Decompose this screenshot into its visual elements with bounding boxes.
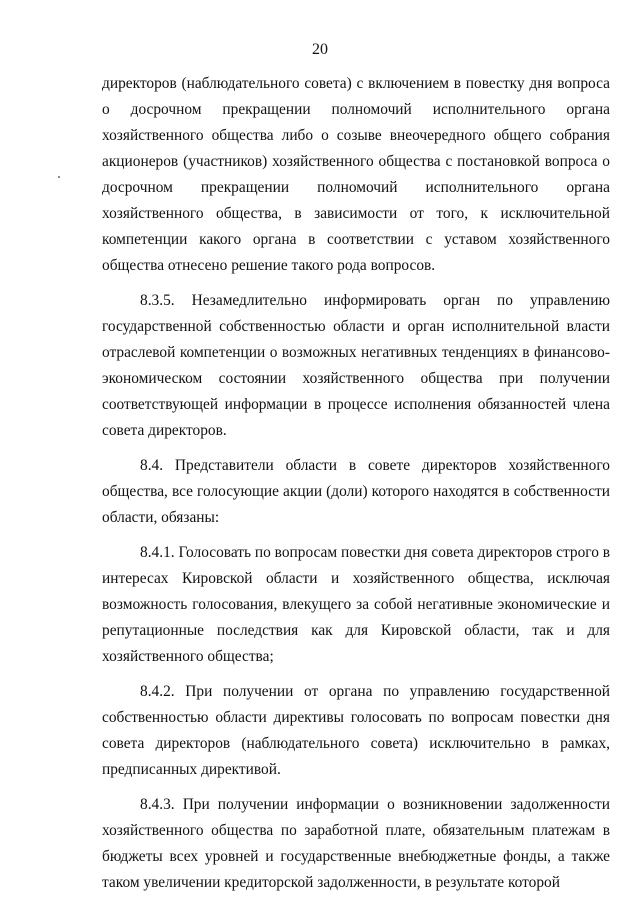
paragraph-8-3-5: 8.3.5. Незамедлительно информировать орган по управлению государственной собственностью области и орган исполнительной власти отраслевой компетенции о возможных негативных тенденциях в финансово-экономическом состоянии хозяйственного общества при получении соответствующей информации в процессе исполнения обязанностей члена совета директоров. bbox=[102, 292, 610, 439]
paragraph-8-4-2: 8.4.2. При получении от органа по управлению государственной собственностью области директивы голосовать по вопросам повестки дня совета директоров (наблюдательного совета) исключительно в рамках, предписанных директивой. bbox=[102, 683, 610, 778]
paragraph-8-4: 8.4. Представители области в совете директоров хозяйственного общества, все голосующие акции (доли) которого находятся в собственности области, обязаны: bbox=[102, 457, 610, 526]
paragraph-8-4-3: 8.4.3. При получении информации о возникновении задолженности хозяйственного общества по заработной плате, обязательным платежам в бюджеты всех уровней и государственные внебюджетные фонды, а также таком увеличении кредиторской задолженности, в результате которой bbox=[102, 796, 610, 891]
margin-dot bbox=[58, 176, 60, 178]
paragraph-continuation: директоров (наблюдательного совета) с включением в повестку дня вопроса о досрочном прекращении полномочий исполнительного органа хозяйственного общества либо о созыве внеочередного общего собрания акционеров (участников) хозяйственного общества с постановкой вопроса о досрочном прекращении полномочий исполнительного органа хозяйственного общества, в зависимости от того, к исключительной компетенции какого органа в соответствии с уставом хозяйственного общества отнесено решение такого рода вопросов. bbox=[102, 75, 610, 274]
document-body bbox=[102, 71, 610, 896]
paragraph-8-4-1: 8.4.1. Голосовать по вопросам повестки дня совета директоров строго в интересах Кировской области и хозяйственного общества, исключая возможность голосования, влекущего за собой негативные экономические и репутационные последствия как для Кировской области, так и для хозяйственного общества; bbox=[102, 544, 610, 665]
page-number: 20 bbox=[312, 41, 328, 58]
